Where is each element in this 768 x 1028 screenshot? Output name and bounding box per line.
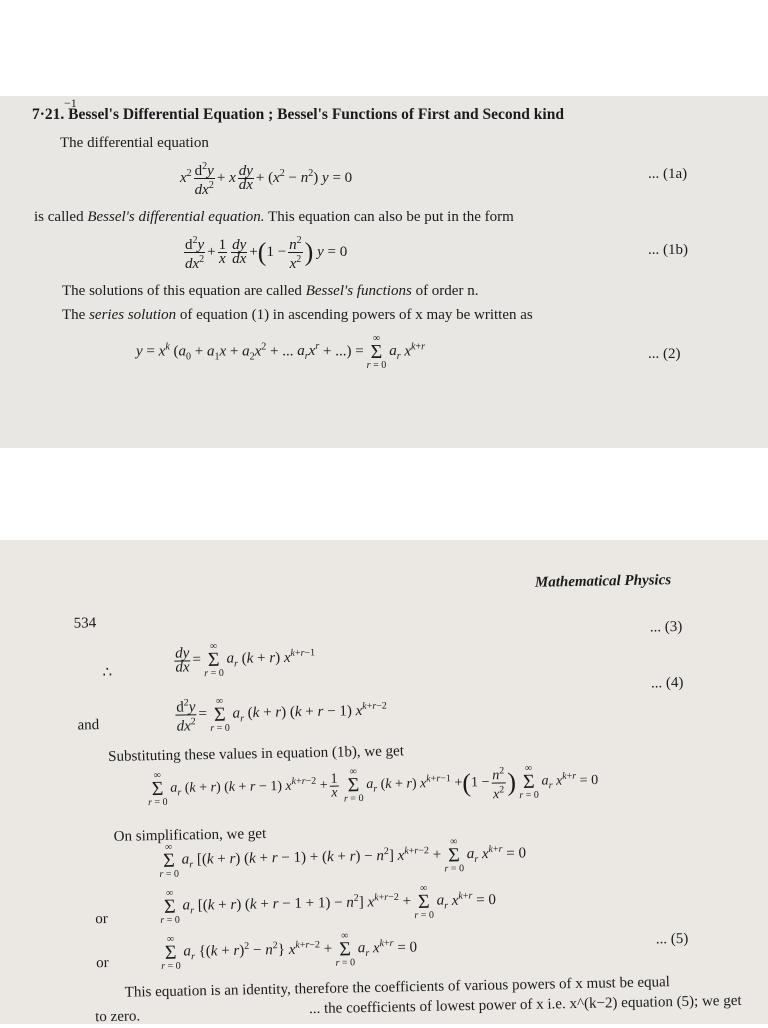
equation-4: $\frac{d^2y}{dx^2}$ = ∞ Σ r = 0 $a_r$ (k + r) (k + r − 1) $x^{k+r-2}$ bbox=[176, 695, 387, 735]
equation-3: $\frac{dy}{dx}$ = ∞ Σ r = 0 $a_r$ (k + r) $x^{k+r-1}$ bbox=[175, 640, 316, 680]
equation-1b: $\frac{d^2y}{dx^2}$ + $\frac{1}{x}$ $\frac{dy}{dx}$ +(1 − $\frac{n^2}{x^2}$ ) y = 0 bbox=[185, 235, 348, 272]
simplification-line: On simplification, we get bbox=[113, 825, 267, 845]
solutions-line bbox=[62, 282, 478, 300]
solutions-term: Bessel's functions bbox=[305, 283, 412, 299]
called-prefix: is called bbox=[34, 209, 88, 225]
substituting-line: Substituting these values in equation (1b), we get bbox=[108, 743, 405, 765]
equation-2: $y = x^k$ ($a_0 + a_1x + a_2x^2$ + ... $a_rx^r$ + ...) = ∞ Σ r = 0 $a_r$ $x^{k+r}$ bbox=[136, 333, 426, 371]
equation-simplified-1: ∞ Σ r = 0 $a_r$ [(k + r) $(k + r - 1) + (k + r) - n^2$] $x^{k+r-2}$ + ∞ Σ r = 0 $a_r$ $x^{k+r} = 0$ bbox=[159, 836, 527, 880]
equation-2-label: ... (2) bbox=[648, 346, 681, 362]
and-word: and bbox=[77, 717, 100, 734]
intro-line: The differential equation bbox=[60, 135, 209, 151]
equation-1a: $x^2$ $\frac{d^2y}{dx^2}$ + x $\frac{dy}{dx}$ + $(x^2 - n^2) y = 0$ bbox=[180, 161, 353, 198]
series-line bbox=[62, 306, 533, 324]
corner-mark: −1 bbox=[64, 96, 77, 110]
equation-4-label: ... (4) bbox=[650, 674, 684, 692]
identity-line: This equation is an identity, therefore the coefficients of various powers of x must be equal bbox=[124, 974, 671, 1001]
last-line: ... the coefficients of lowest power of x i.e. x^(k−2) equation (5); we get bbox=[308, 992, 742, 1018]
running-head: Mathematical Physics bbox=[534, 572, 672, 591]
or-word-1: or bbox=[95, 911, 108, 928]
page-top bbox=[0, 96, 768, 448]
or-word-2: or bbox=[95, 954, 109, 972]
to-zero-line: to zero. bbox=[95, 1008, 141, 1026]
solutions-suffix: of order n. bbox=[411, 283, 479, 299]
therefore-symbol: ∴ bbox=[102, 664, 113, 682]
series-prefix: The bbox=[62, 307, 90, 323]
page-bottom bbox=[0, 540, 768, 1024]
series-suffix: of equation (1) in ascending powers of x may be written as bbox=[176, 307, 533, 323]
called-line bbox=[34, 208, 514, 226]
section-heading bbox=[32, 106, 564, 124]
equation-3-label: ... (3) bbox=[649, 618, 683, 636]
section-title: Bessel's Differential Equation ; Bessel's Functions of First and Second kind bbox=[68, 106, 564, 123]
section-number: 7·21. bbox=[32, 106, 65, 123]
equation-substituted: ∞ Σ r = 0 $a_r$ (k + r) (k + r − 1) $x^{k+r-2}$ + $\frac{1}{x}$ ∞ Σ r = 0 $a_r$ (k + r) $x^{k+r-1} +(1$ − $\frac{n^2}{x^2}$ ) ∞ Σ r = 0 $a_r$ $x^{k+r} = 0$ bbox=[147, 762, 599, 809]
equation-1b-label: ... (1b) bbox=[648, 242, 688, 258]
equation-simplified-2: ∞ Σ r = 0 $a_r$ [(k + r) $(k + r - 1 + 1) - n^2$] $x^{k+r-2}$ + ∞ Σ r = 0 $a_r$ $x^{k+r} = 0$ bbox=[160, 882, 497, 926]
solutions-prefix: The solutions of this equation are called bbox=[62, 283, 306, 299]
equation-1a-label: ... (1a) bbox=[648, 166, 688, 182]
page-number: 534 bbox=[73, 615, 97, 632]
equation-5: ∞ Σ r = 0 $a_r$ $\{(k + r)^2 - n^2\}$ $x^{k+r-2}$ + ∞ Σ r = 0 $a_r$ $x^{k+r} = 0$ bbox=[161, 930, 418, 972]
called-term: Bessel's differential equation. bbox=[87, 209, 265, 225]
equation-5-label: ... (5) bbox=[655, 930, 689, 948]
series-term: series solution bbox=[89, 307, 177, 323]
called-suffix: This equation can also be put in the form bbox=[264, 209, 514, 225]
